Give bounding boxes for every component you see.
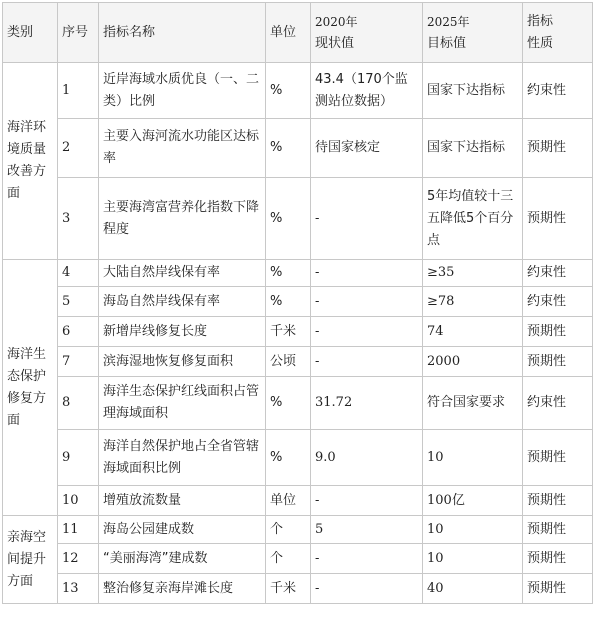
nature-cell: 预期性 [523,574,593,604]
current-value-cell: 43.4（170个监测站位数据） [311,63,423,119]
header-target-label: 目标值 [427,35,467,51]
indicator-name-cell: 增殖放流数量 [99,486,266,516]
header-current-year: 2020年 [315,14,358,29]
nature-cell: 约束性 [523,377,593,430]
target-value-cell: 2000 [423,347,523,377]
seq-cell: 13 [58,574,99,604]
unit-cell: % [266,119,311,178]
target-value-cell: 100亿 [423,486,523,516]
nature-cell: 约束性 [523,63,593,119]
unit-cell: 公顷 [266,347,311,377]
target-value-cell: 10 [423,544,523,574]
seq-cell: 4 [58,260,99,287]
target-value-cell: ≥78 [423,287,523,317]
nature-cell: 约束性 [523,287,593,317]
nature-cell: 预期性 [523,516,593,544]
table-row [3,317,593,347]
unit-cell: % [266,377,311,430]
unit-cell: 千米 [266,574,311,604]
seq-cell: 7 [58,347,99,377]
category-cell: 海洋环境质量改善方面 [3,63,58,260]
seq-cell: 9 [58,430,99,486]
seq-cell: 8 [58,377,99,430]
seq-cell: 3 [58,178,99,260]
table-row [3,516,593,544]
table-row [3,544,593,574]
seq-cell: 1 [58,63,99,119]
current-value-cell: 9.0 [311,430,423,486]
indicator-name-cell: 滨海湿地恢复修复面积 [99,347,266,377]
indicator-name-cell: 海岛自然岸线保有率 [99,287,266,317]
header-current [311,3,423,63]
header-category: 类别 [3,3,58,63]
table-row [3,260,593,287]
nature-cell: 预期性 [523,347,593,377]
target-value-cell: 国家下达指标 [423,63,523,119]
target-value-cell: ≥35 [423,260,523,287]
current-value-cell: - [311,260,423,287]
header-unit: 单位 [266,3,311,63]
seq-cell: 11 [58,516,99,544]
unit-cell: 个 [266,516,311,544]
current-value-cell: - [311,317,423,347]
indicator-name-cell: 近岸海域水质优良（一、二类）比例 [99,63,266,119]
unit-cell: % [266,430,311,486]
target-value-cell: 40 [423,574,523,604]
header-nature-line1: 指标 [527,13,554,29]
header-name: 指标名称 [99,3,266,63]
indicator-name-cell: 海洋生态保护红线面积占管理海域面积 [99,377,266,430]
unit-cell: 千米 [266,317,311,347]
unit-cell: % [266,287,311,317]
table-row [3,430,593,486]
table-row [3,119,593,178]
indicator-name-cell: 主要海湾富营养化指数下降程度 [99,178,266,260]
header-seq: 序号 [58,3,99,63]
table-row [3,178,593,260]
nature-cell: 预期性 [523,486,593,516]
unit-cell: % [266,178,311,260]
table-row [3,347,593,377]
seq-cell: 6 [58,317,99,347]
seq-cell: 10 [58,486,99,516]
target-value-cell: 符合国家要求 [423,377,523,430]
indicator-name-cell: 新增岸线修复长度 [99,317,266,347]
current-value-cell: 待国家核定 [311,119,423,178]
unit-cell: % [266,260,311,287]
current-value-cell: - [311,287,423,317]
table-row [3,377,593,430]
indicator-name-cell: 主要入海河流水功能区达标率 [99,119,266,178]
current-value-cell: - [311,347,423,377]
current-value-cell: - [311,574,423,604]
seq-cell: 5 [58,287,99,317]
unit-cell: % [266,63,311,119]
indicator-table [2,2,593,604]
table-row [3,486,593,516]
unit-cell: 个 [266,544,311,574]
nature-cell: 预期性 [523,119,593,178]
nature-cell: 预期性 [523,430,593,486]
seq-cell: 12 [58,544,99,574]
header-target [423,3,523,63]
target-value-cell: 74 [423,317,523,347]
target-value-cell: 10 [423,516,523,544]
header-current-label: 现状值 [315,35,355,51]
table-row [3,63,593,119]
unit-cell: 单位 [266,486,311,516]
indicator-name-cell: 海岛公园建成数 [99,516,266,544]
indicator-name-cell: 整治修复亲海岸滩长度 [99,574,266,604]
category-cell: 海洋生态保护修复方面 [3,260,58,516]
current-value-cell: 5 [311,516,423,544]
target-value-cell: 5年均值较十三五降低5个百分点 [423,178,523,260]
header-target-year: 2025年 [427,14,470,29]
seq-cell: 2 [58,119,99,178]
current-value-cell: - [311,178,423,260]
indicator-name-cell: 海洋自然保护地占全省管辖海域面积比例 [99,430,266,486]
target-value-cell: 10 [423,430,523,486]
indicator-name-cell: 大陆自然岸线保有率 [99,260,266,287]
nature-cell: 约束性 [523,260,593,287]
nature-cell: 预期性 [523,317,593,347]
current-value-cell: - [311,544,423,574]
target-value-cell: 国家下达指标 [423,119,523,178]
nature-cell: 预期性 [523,544,593,574]
current-value-cell: - [311,486,423,516]
category-cell: 亲海空间提升方面 [3,516,58,604]
table-row [3,287,593,317]
nature-cell: 预期性 [523,178,593,260]
table-header-row [3,3,593,63]
table-row [3,574,593,604]
header-nature-line2: 性质 [527,35,554,51]
current-value-cell: 31.72 [311,377,423,430]
indicator-name-cell: “美丽海湾”建成数 [99,544,266,574]
header-nature [523,3,593,63]
